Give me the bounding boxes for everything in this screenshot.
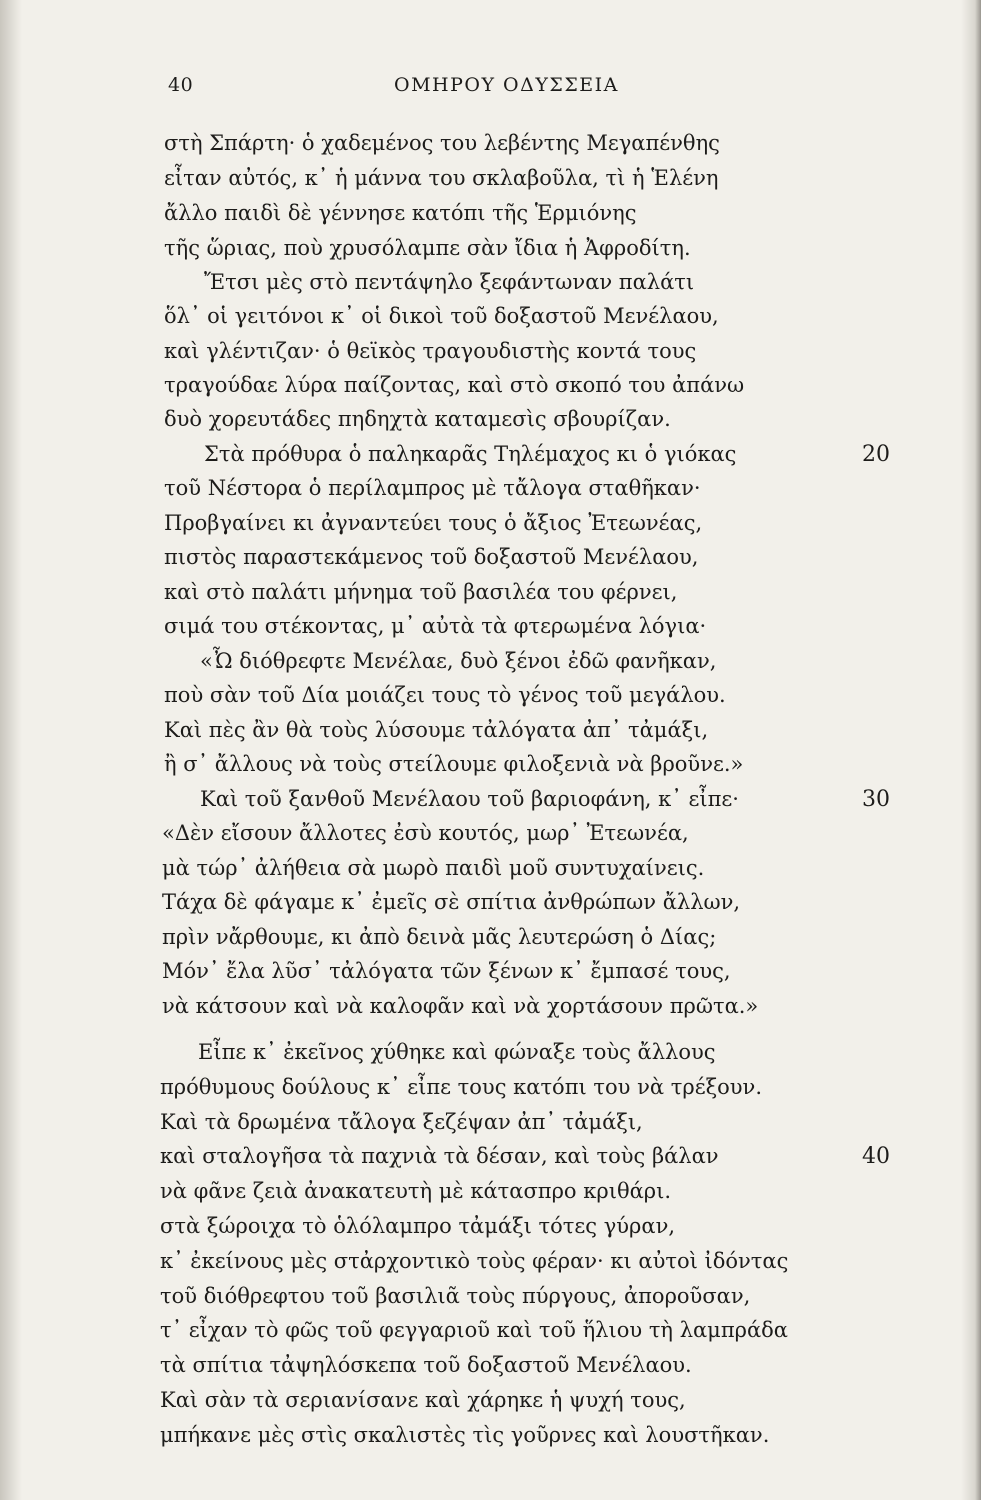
verse-text: πρόθυμους δούλους κ᾽ εἶπε τους κατόπι του νὰ τρέξουν. <box>160 1075 762 1099</box>
verse-line <box>0 1284 981 1320</box>
verse-text: εἶταν αὐτός, κ᾽ ἡ μάννα του σκλαβοῦλα, τὶ ἡ Ἑλένη <box>164 166 719 190</box>
verse-text: Προβγαίνει κι ἀγναντεύει τους ὁ ἄξιος Ἐτεωνέας, <box>164 511 703 535</box>
verse-text: Εἶπε κ᾽ ἐκεῖνος χύθηκε καὶ φώναξε τοὺς ἄλλους <box>198 1040 716 1064</box>
verse-line <box>0 787 981 823</box>
verse-text: μὰ τώρ᾽ ἀλήθεια σὰ μωρὸ παιδὶ μοῦ συντυχαίνεις. <box>162 856 705 880</box>
verse-text: πρὶν νἄρθουμε, κι ἀπὸ δεινὰ μᾶς λευτερώση ὁ Δίας; <box>162 925 717 949</box>
verse-line <box>0 1388 981 1424</box>
verse-text: Καὶ τοῦ ξανθοῦ Μενέλαου τοῦ βαριοφάνη, κ᾽ εἶπε· <box>200 787 739 811</box>
verse-text: μπήκανε μὲς στὶς σκαλιστὲς τὶς γοῦρνες καὶ λουστῆκαν. <box>160 1423 770 1447</box>
verse-line <box>0 683 981 719</box>
verse-line <box>0 994 981 1030</box>
verse-line <box>0 821 981 857</box>
verse-text: δυὸ χορευτάδες πηδηχτὰ καταμεσὶς σβουρίζαν. <box>164 407 671 431</box>
verse-line <box>0 545 981 581</box>
verse-text: καὶ σταλογῆσα τὰ παχνιὰ τὰ δέσαν, καὶ τοὺς βάλαν <box>160 1144 719 1168</box>
verse-line <box>0 407 981 443</box>
verse-text: Μόν᾽ ἔλα λῦσ᾽ τἀλόγατα τῶν ξένων κ᾽ ἔμπασέ τους, <box>162 959 731 983</box>
page-header <box>160 74 800 106</box>
verse-text: νὰ κάτσουν καὶ νὰ καλοφᾶν καὶ νὰ χορτάσουν πρῶτα.» <box>162 994 759 1018</box>
verse-line <box>0 339 981 375</box>
verse-text: τὰ σπίτια τἀψηλόσκεπα τοῦ δοξαστοῦ Μενέλαου. <box>160 1353 692 1377</box>
verse-line <box>0 1144 981 1180</box>
verse-text: στὰ ξώροιχα τὸ ὁλόλαμπρο τἀμάξι τότες γύραν, <box>160 1214 676 1238</box>
verse-line <box>0 1075 981 1111</box>
verse-text: τραγούδαε λύρα παίζοντας, καὶ στὸ σκοπό του ἀπάνω <box>164 373 745 397</box>
verse-text: Ἔτσι μὲς στὸ πεντάψηλο ξεφάντωναν παλάτι <box>204 270 695 294</box>
running-title: ΟΜΗΡΟΥ ΟΔΥΣΣΕΙΑ <box>394 74 619 96</box>
verse-line <box>0 304 981 340</box>
verse-text: Καὶ σὰν τὰ σεριανίσανε καὶ χάρηκε ἡ ψυχή τους, <box>160 1388 686 1412</box>
verse-text: ὅλ᾽ οἱ γειτόνοι κ᾽ οἱ δικοὶ τοῦ δοξαστοῦ Μενέλαου, <box>164 304 719 328</box>
verse-line <box>0 1179 981 1215</box>
verse-line <box>0 442 981 478</box>
line-number: 40 <box>862 1144 890 1169</box>
verse-text: Καὶ τὰ δρωμένα τἄλογα ξεζέψαν ἀπ᾽ τἀμάξι, <box>160 1110 643 1134</box>
verse-line <box>0 752 981 788</box>
verse-text: «Ὦ διόθρεφτε Μενέλαε, δυὸ ξένοι ἐδῶ φανῆκαν, <box>200 649 717 673</box>
verse-line <box>0 1423 981 1459</box>
verse-line <box>0 1214 981 1250</box>
verse-text: καὶ γλέντιζαν· ὁ θεϊκὸς τραγουδιστὴς κοντά τους <box>164 339 697 363</box>
verse-line <box>0 856 981 892</box>
verse-line <box>0 1040 981 1076</box>
verse-text: στὴ Σπάρτη· ὁ χαδεμένος του λεβέντης Μεγαπένθης <box>164 131 720 155</box>
verse-text: τοῦ Νέστορα ὁ περίλαμπρος μὲ τἄλογα σταθῆκαν· <box>164 476 701 500</box>
page-number: 40 <box>168 74 194 96</box>
verse-text: ἄλλο παιδὶ δὲ γέννησε κατόπι τῆς Ἑρμιόνης <box>164 201 637 225</box>
verse-line <box>0 649 981 685</box>
verse-text: ποὺ σὰν τοῦ Δία μοιάζει τους τὸ γένος τοῦ μεγάλου. <box>164 683 726 707</box>
verse-line <box>0 201 981 237</box>
verse-text: «Δὲν εἴσουν ἄλλοτες ἐσὺ κουτός, μωρ᾽ Ἐτεωνέα, <box>162 821 689 845</box>
verse-line <box>0 1249 981 1285</box>
verse-line <box>0 373 981 409</box>
verse-text: κ᾽ ἐκείνους μὲς στἀρχοντικὸ τοὺς φέραν· κι αὐτοὶ ἰδόντας <box>160 1249 789 1273</box>
verse-text: νὰ φᾶνε ζειὰ ἀνακατευτὴ μὲ κάτασπρο κριθάρι. <box>160 1179 672 1203</box>
verse-text: σιμά του στέκοντας, μ᾽ αὐτὰ τὰ φτερωμένα λόγια· <box>164 614 707 638</box>
verse-text: καὶ στὸ παλάτι μήνημα τοῦ βασιλέα του φέρνει, <box>164 580 678 604</box>
verse-text: Στὰ πρόθυρα ὁ παληκαρᾶς Τηλέμαχος κι ὁ γιόκας <box>204 442 737 466</box>
verse-text: τῆς ὥριας, ποὺ χρυσόλαμπε σὰν ἴδια ἡ Ἀφροδίτη. <box>164 236 691 260</box>
verse-line <box>0 511 981 547</box>
verse-text: τ᾽ εἶχαν τὸ φῶς τοῦ φεγγαριοῦ καὶ τοῦ ἥλιου τὴ λαμπράδα <box>160 1318 788 1342</box>
verse-line <box>0 580 981 616</box>
verse-line <box>0 236 981 272</box>
verse-text: πιστὸς παραστεκάμενος τοῦ δοξαστοῦ Μενέλαου, <box>164 545 699 569</box>
verse-line <box>0 1110 981 1146</box>
verse-line <box>0 1353 981 1389</box>
line-number: 20 <box>862 442 890 467</box>
verse-text: Τάχα δὲ φάγαμε κ᾽ ἐμεῖς σὲ σπίτια ἀνθρώπων ἄλλων, <box>162 890 741 914</box>
verse-line <box>0 131 981 167</box>
verse-line <box>0 614 981 650</box>
verse-line <box>0 270 981 306</box>
verse-line <box>0 1318 981 1354</box>
verse-line <box>0 959 981 995</box>
verse-line <box>0 166 981 202</box>
line-number: 30 <box>862 787 890 812</box>
verse-line <box>0 890 981 926</box>
verse-text: τοῦ διόθρεφτου τοῦ βασιλιᾶ τοὺς πύργους, ἀποροῦσαν, <box>160 1284 751 1308</box>
verse-line <box>0 925 981 961</box>
verse-line <box>0 718 981 754</box>
verse-line <box>0 476 981 512</box>
verse-text: Καὶ πὲς ἂν θὰ τοὺς λύσουμε τἀλόγατα ἀπ᾽ τἀμάξι, <box>164 718 709 742</box>
verse-text: ἢ σ᾽ ἄλλους νὰ τοὺς στείλουμε φιλοξενιὰ νὰ βροῦνε.» <box>164 752 744 776</box>
